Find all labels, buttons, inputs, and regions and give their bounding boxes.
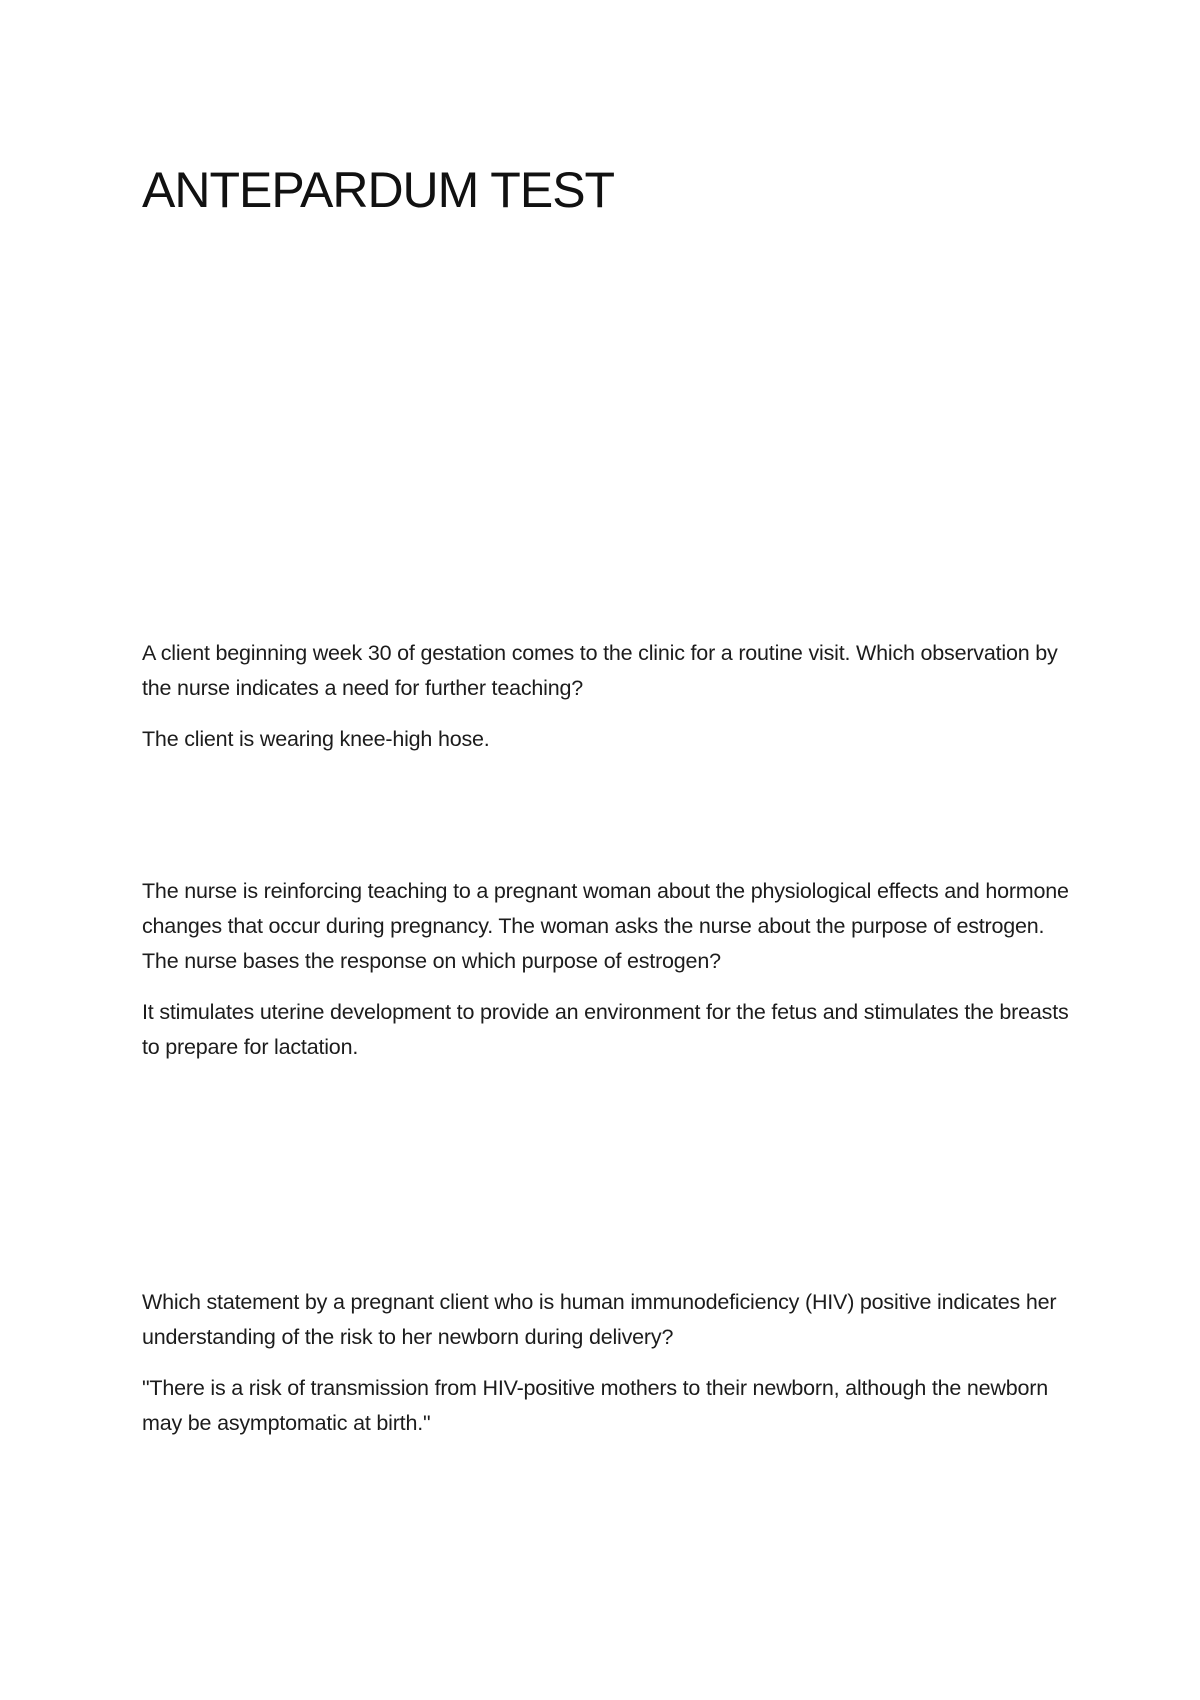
page-title: ANTEPARDUM TEST (142, 162, 615, 218)
question-text: The nurse is reinforcing teaching to a pregnant woman about the physiological effects and hormone changes that occur during pregnancy. The woman asks the nurse about the purpose of estrogen. The nurse bases the response on which purpose of estrogen? (142, 879, 1069, 973)
question-text: Which statement by a pregnant client who is human immunodeficiency (HIV) positive indicates her understanding of the risk to her newborn during delivery? (142, 1290, 1057, 1349)
question-text: A client beginning week 30 of gestation comes to the clinic for a routine visit. Which observation by the nurse indicates a need for further teaching? (142, 641, 1058, 700)
answer-text: The client is wearing knee-high hose. (142, 727, 490, 751)
answer-text: It stimulates uterine development to provide an environment for the fetus and stimulates the breasts to prepare for lactation. (142, 1000, 1069, 1059)
answer-text: "There is a risk of transmission from HIV-positive mothers to their newborn, although the newborn may be asymptomatic at birth." (142, 1376, 1048, 1435)
question-block (142, 874, 1082, 1065)
question-block (142, 636, 1082, 757)
question-block (142, 1285, 1082, 1441)
